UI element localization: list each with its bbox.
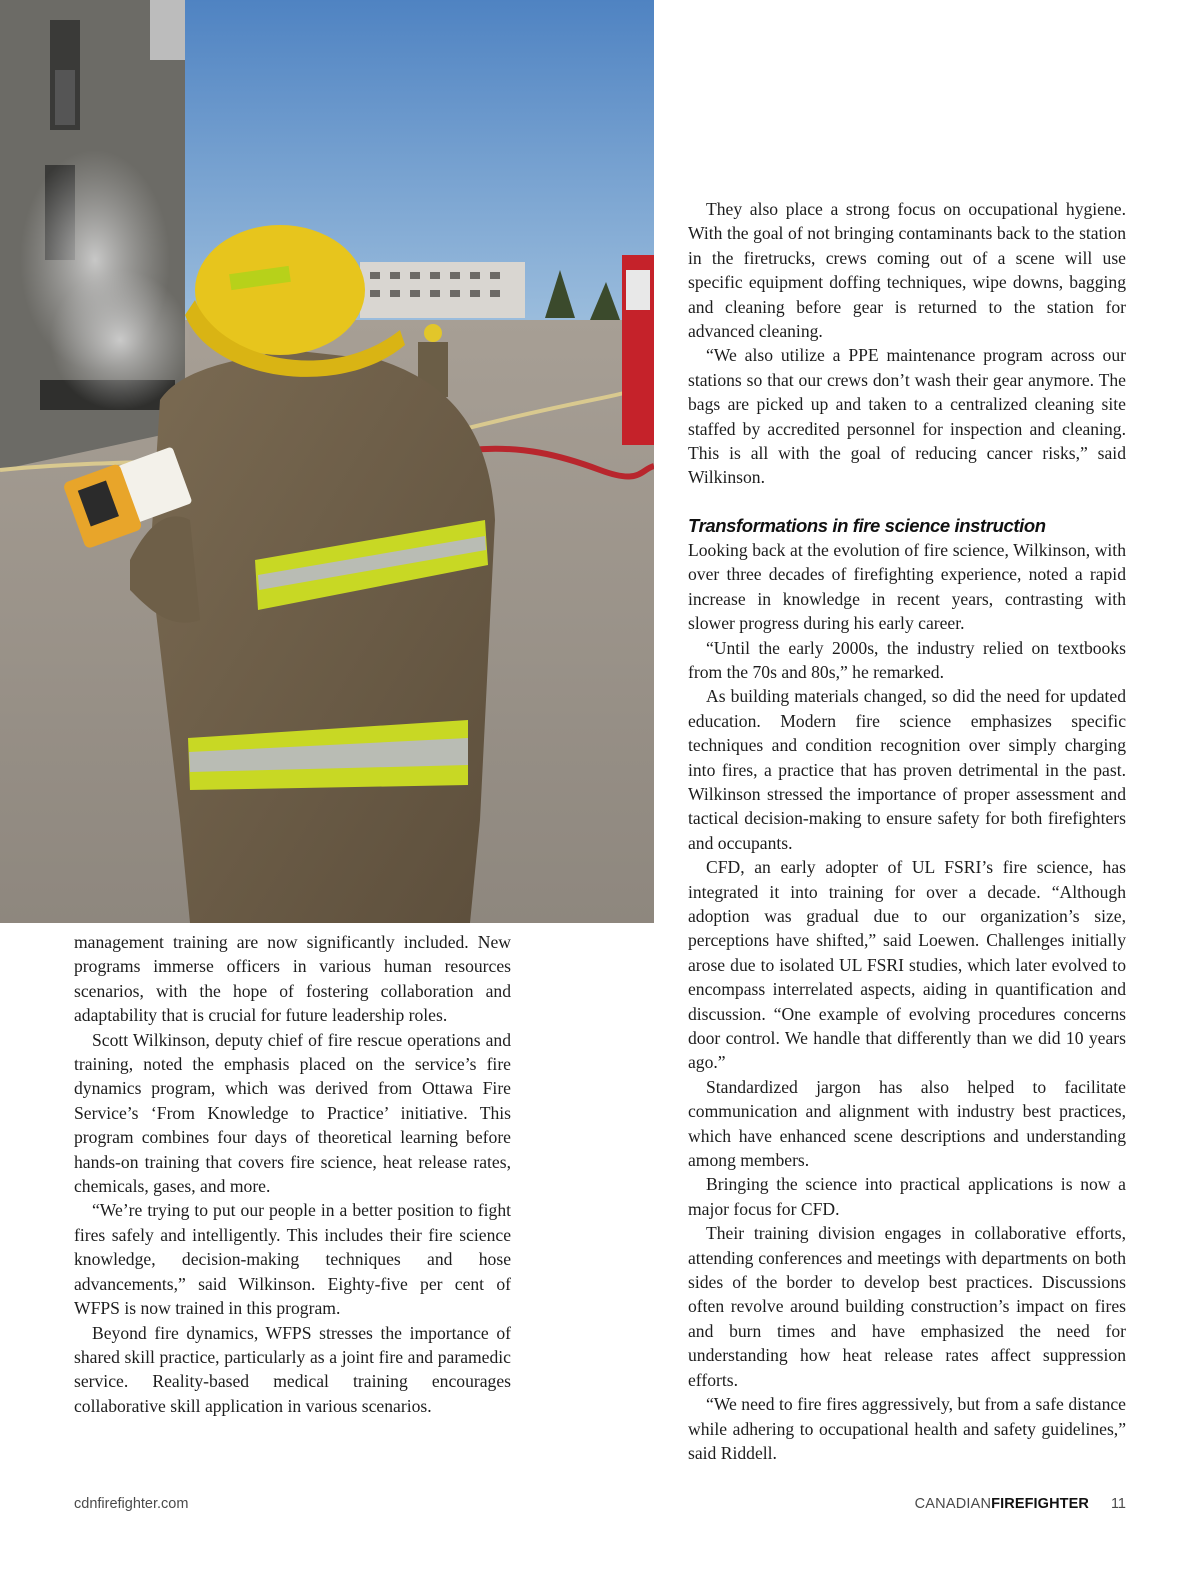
footer-brand-bold: FIREFIGHTER bbox=[991, 1496, 1089, 1512]
firefighter-photo bbox=[0, 0, 654, 923]
right-intro-paragraph-1: They also place a strong focus on occupational hygiene. With the goal of not bringing contaminants back to the station in the firetrucks, crews coming out of a scene will use specific equipment doffing techniques, wipe downs, bagging and cleaning before gear is returned to the station for advanced cleaning. bbox=[688, 199, 1126, 342]
right-column bbox=[688, 197, 1126, 1465]
left-paragraph-1: management training are now significantly included. New programs immerse officers in various human resources scenarios, with the hope of fostering collaboration and adaptability that is crucial for future leadership roles. bbox=[74, 932, 511, 1026]
section-subhead: Transformations in fire science instruction bbox=[688, 514, 1046, 536]
photo-illustration bbox=[0, 0, 654, 923]
right-paragraph-8: “We need to fire fires aggressively, but from a safe distance while adhering to occupational health and safety guidelines,” said Riddell. bbox=[688, 1394, 1126, 1463]
left-paragraph-2: Scott Wilkinson, deputy chief of fire rescue operations and training, noted the emphasis placed on the service’s fire dynamics program, which was derived from Ottawa Fire Service’s ‘From Knowledge to Practice’ initiative. This program combines four days of theoretical learning before hands-on training that covers fire science, heat release rates, chemicals, gases, and more. bbox=[74, 1029, 511, 1197]
right-paragraph-7: Their training division engages in collaborative efforts, attending conferences and meetings with departments on both sides of the border to develop best practices. Discussions often revolve around building construction’s impact on fires and burn times and have emphasized the need for understanding how heat release rates affect suppression efforts. bbox=[688, 1223, 1126, 1390]
section-gap bbox=[688, 490, 1126, 514]
page-number: 11 bbox=[1110, 1496, 1126, 1512]
left-paragraph-3: “We’re trying to put our people in a better position to fight fires safely and intelligently. This includes their fire science knowledge, decision-making techniques and hose advancements,” said Wilkinson. Eighty-five per cent of WFPS is now trained in this program. bbox=[74, 1200, 511, 1319]
right-paragraph-2: “Until the early 2000s, the industry relied on textbooks from the 70s and 80s,” he remarked. bbox=[688, 637, 1126, 682]
left-column bbox=[74, 930, 511, 1418]
right-paragraph-5: Standardized jargon has also helped to facilitate communication and alignment with industry best practices, which have enhanced scene descriptions and understanding among members. bbox=[688, 1076, 1126, 1171]
distant-building bbox=[360, 262, 525, 318]
footer-website: cdnfirefighter.com bbox=[74, 1496, 189, 1512]
right-paragraph-1: Looking back at the evolution of fire science, Wilkinson, with over three decades of firefighting experience, noted a rapid increase in knowledge in recent years, contrasting with slower progress during his early career. bbox=[688, 539, 1126, 634]
footer-brand bbox=[915, 1496, 1126, 1512]
right-intro-paragraph-2: “We also utilize a PPE maintenance program across our stations so that our crews don’t wash their gear anymore. The bags are picked up and taken to a centralized cleaning site staffed by accredited personnel for inspection and cleaning. This is all with the goal of reducing cancer risks,” said Wilkinson. bbox=[688, 345, 1126, 488]
right-paragraph-3: As building materials changed, so did the need for updated education. Modern fire science emphasizes specific techniques and condition recognition over simply charging into fires, a practice that has proven detrimental in the past. Wilkinson stressed the importance of proper assessment and tactical decision-making to ensure safety for both firefighters and occupants. bbox=[688, 686, 1126, 853]
right-paragraph-4: CFD, an early adopter of UL FSRI’s fire science, has integrated it into training for over a decade. “Although adoption was gradual due to our organization’s size, perceptions have shifted,” said Loewen. Challenges initially arose due to isolated UL FSRI studies, which later evolved to encompass interrelated aspects, aiding in quantification and discussion. “One example of evolving procedures concerns door control. We handle that differently than we did 10 years ago.” bbox=[688, 857, 1126, 1073]
right-paragraph-6: Bringing the science into practical applications is now a major focus for CFD. bbox=[688, 1174, 1126, 1219]
footer-brand-light: CANADIAN bbox=[914, 1496, 992, 1512]
left-paragraph-4: Beyond fire dynamics, WFPS stresses the importance of shared skill practice, particularly as a joint fire and paramedic service. Reality-based medical training encourages collaborative skill application in various scenarios. bbox=[74, 1322, 511, 1416]
